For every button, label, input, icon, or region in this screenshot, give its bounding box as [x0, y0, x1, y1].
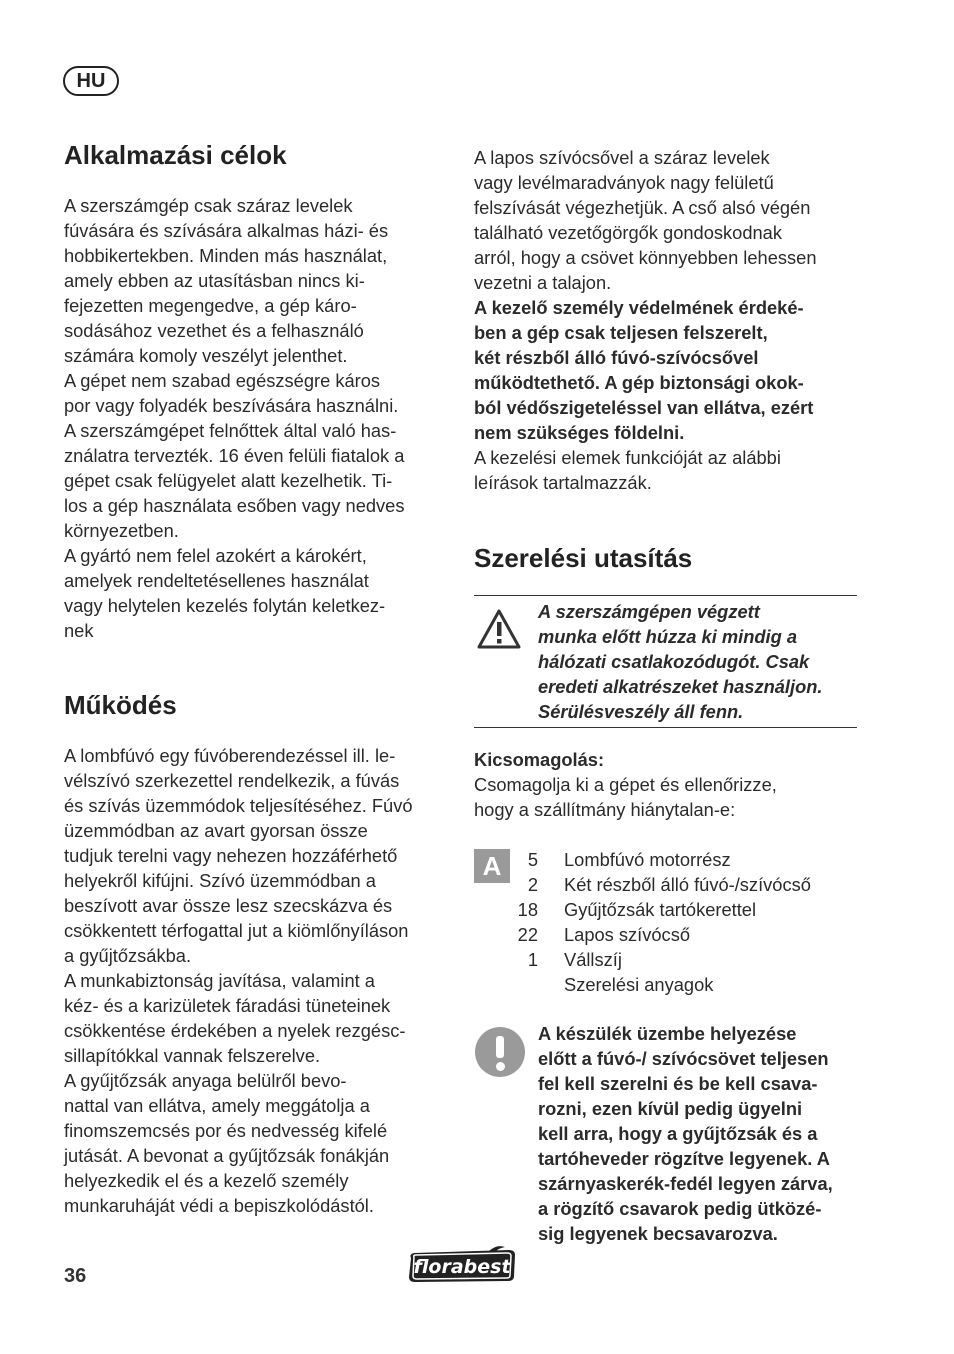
text-line: és szívás üzemmódok teljesítéséhez. Fúvó — [64, 795, 413, 816]
item-quantity: 18 — [517, 899, 538, 920]
exclamation-icon — [475, 1027, 525, 1077]
operation-text — [64, 743, 454, 1218]
text-line: tudjuk terelni vagy nehezen hozzáférhető — [64, 845, 398, 866]
item-quantity: 22 — [517, 924, 538, 945]
list-item — [474, 922, 864, 947]
item-name: Vállszíj — [564, 949, 622, 970]
text-line: sig legyenek becsavarozva. — [538, 1223, 778, 1244]
text-line: A gyártó nem felel azokért a károkért, — [64, 545, 367, 566]
text-line: hogy a szállítmány hiánytalan-e: — [474, 799, 736, 820]
text-line: csökkentése érdekében a nyelek rezgésc- — [64, 1020, 406, 1041]
text-line: fejezetten megengedve, a gép káro- — [64, 295, 357, 316]
text-line: A munkabiztonság javítása, valamint a — [64, 970, 375, 991]
text-line: A kezelési elemek funkcióját az alábbi — [474, 447, 781, 468]
text-line: A gyűjtőzsák anyaga belülről bevo- — [64, 1070, 347, 1091]
text-line: por vagy folyadék beszívására használni. — [64, 395, 399, 416]
text-line: vagy levélmaradványok nagy felületű — [474, 172, 774, 193]
text-line: számára komoly veszélyt jelenthet. — [64, 345, 348, 366]
text-line: A szerszámgépet felnőttek által való has- — [64, 420, 397, 441]
page-number: 36 — [64, 1265, 87, 1287]
purpose-text — [64, 193, 454, 643]
item-quantity: 1 — [527, 949, 538, 970]
list-item — [474, 972, 864, 997]
item-name: Gyűjtőzsák tartókerettel — [564, 899, 757, 920]
text-line: ználatra tervezték. 16 éven felüli fiatalok a — [64, 445, 405, 466]
text-line: rozni, ezen kívül pedig ügyelni — [538, 1098, 803, 1119]
text-line: vagy helytelen kezelés folytán keletkez- — [64, 595, 386, 616]
text-line: környezetben. — [64, 520, 179, 541]
text-line: sillapítókkal vannak felszerelve. — [64, 1045, 321, 1066]
right-column — [474, 145, 864, 1246]
item-name: Szerelési anyagok — [564, 974, 714, 995]
text-line: vélszívó szerkezettel rendelkezik, a fúvás — [64, 770, 400, 791]
text-line: fúvására és szívására alkalmas házi- és — [64, 220, 389, 241]
list-item — [474, 847, 864, 872]
parts-list — [474, 847, 864, 997]
text-line: finomszemcsés por és nedvesség kifelé — [64, 1120, 388, 1141]
text-line: amely ebben az utasításban nincs ki- — [64, 270, 365, 291]
text-line: két részből álló fúvó-szívócsővel — [474, 347, 759, 368]
text-line: tartóheveder rögzítve legyenek. A — [538, 1148, 830, 1169]
text-line: nek — [64, 620, 94, 641]
text-line: leírások tartalmazzák. — [474, 472, 652, 493]
item-quantity: 5 — [527, 849, 538, 870]
item-quantity: 2 — [527, 874, 538, 895]
text-line: vezetni a talajon. — [474, 272, 612, 293]
text-line: szárnyaskerék-fedél legyen zárva, — [538, 1173, 833, 1194]
text-line: A szerszámgépen végzett — [538, 601, 760, 622]
text-line: a rögzítő csavarok pedig ütközé- — [538, 1198, 822, 1219]
left-column — [64, 140, 454, 1218]
text-line: található vezetőgörgők gondoskodnak — [474, 222, 782, 243]
text-line: előtt a fúvó-/ szívócsövet teljesen — [538, 1048, 829, 1069]
item-name: Lombfúvó motorrész — [564, 849, 731, 870]
text-line: ben a gép csak teljesen felszerelt, — [474, 322, 768, 343]
text-line: Csomagolja ki a gépet és ellenőrizze, — [474, 774, 777, 795]
text-line: eredeti alkatrészeket használjon. — [538, 676, 823, 697]
text-line: helyezkedik el és a kezelő személy — [64, 1170, 349, 1191]
text-line: A lapos szívócsővel a száraz levelek — [474, 147, 770, 168]
text-line: csökkentett térfogattal jut a kiömlőnyíláson — [64, 920, 409, 941]
text-line: jutását. A bevonat a gyűjtőzsák fonákján — [64, 1145, 390, 1166]
text-line: nem szükséges földelni. — [474, 422, 685, 443]
text-line: A szerszámgép csak száraz levelek — [64, 195, 353, 216]
heading-purpose: Alkalmazási célok — [64, 140, 287, 170]
text-line: arról, hogy a csövet könnyebben lehessen — [474, 247, 817, 268]
note-box — [474, 1021, 864, 1246]
list-item — [474, 872, 864, 897]
text-line: fel kell szerelni és be kell csava- — [538, 1073, 818, 1094]
text-line: beszívott avar össze lesz szecskázva és — [64, 895, 393, 916]
text-line: hobbikertekben. Minden más használat, — [64, 245, 388, 266]
text-line: a gyűjtőzsákba. — [64, 945, 192, 966]
item-name: Lapos szívócső — [564, 924, 691, 945]
unpacking-title: Kicsomagolás: — [474, 749, 605, 770]
text-line: kéz- és a karizületek fáradási tüneteinek — [64, 995, 391, 1016]
warning-box — [474, 595, 857, 728]
text-line: A lombfúvó egy fúvóberendezéssel ill. le- — [64, 745, 396, 766]
warning-triangle-icon — [476, 608, 522, 650]
heading-assembly: Szerelési utasítás — [474, 543, 693, 573]
warning-text — [538, 599, 857, 724]
text-line: ból védőszigeteléssel van ellátva, ezért — [474, 397, 814, 418]
text-line: munka előtt húzza ki mindig a — [538, 626, 798, 647]
heading-operation: Működés — [64, 690, 177, 720]
list-item — [474, 947, 864, 972]
text-line: A gépet nem szabad egészségre káros — [64, 370, 381, 391]
text-line: felszívását végezhetjük. A cső alsó végén — [474, 197, 811, 218]
intro-text — [474, 145, 864, 295]
unpacking-text — [474, 772, 864, 822]
florabest-logo — [405, 1244, 519, 1286]
text-line: kell arra, hogy a gyűjtőzsák és a — [538, 1123, 818, 1144]
list-item — [474, 897, 864, 922]
note-text — [538, 1021, 864, 1246]
text-line: sodásához vezethet és a felhasználó — [64, 320, 364, 341]
text-line: A készülék üzembe helyezése — [538, 1023, 797, 1044]
text-line: A kezelő személy védelmének érdeké- — [474, 297, 804, 318]
controls-text — [474, 445, 864, 495]
item-name: Két részből álló fúvó-/szívócső — [564, 874, 811, 895]
figure-a-badge: A — [474, 849, 510, 883]
text-line: Sérülésveszély áll fenn. — [538, 701, 744, 722]
text-line: gépet csak felügyelet alatt kezelhetik. Ti- — [64, 470, 393, 491]
text-line: helyekről kifújni. Szívó üzemmódban a — [64, 870, 376, 891]
safety-text — [474, 295, 864, 445]
text-line: hálózati csatlakozódugót. Csak — [538, 651, 810, 672]
text-line: működtethető. A gép biztonsági okok- — [474, 372, 804, 393]
svg-text:florabest: florabest — [413, 1256, 511, 1278]
text-line: üzemmódban az avart gyorsan össze — [64, 820, 368, 841]
language-badge: HU — [63, 66, 119, 96]
text-line: nattal van ellátva, amely meggátolja a — [64, 1095, 370, 1116]
text-line: amelyek rendeltetésellenes használat — [64, 570, 369, 591]
text-line: los a gép használata esőben vagy nedves — [64, 495, 405, 516]
text-line: munkaruháját védi a bepiszkolódástól. — [64, 1195, 374, 1216]
item-quantity — [474, 972, 538, 997]
